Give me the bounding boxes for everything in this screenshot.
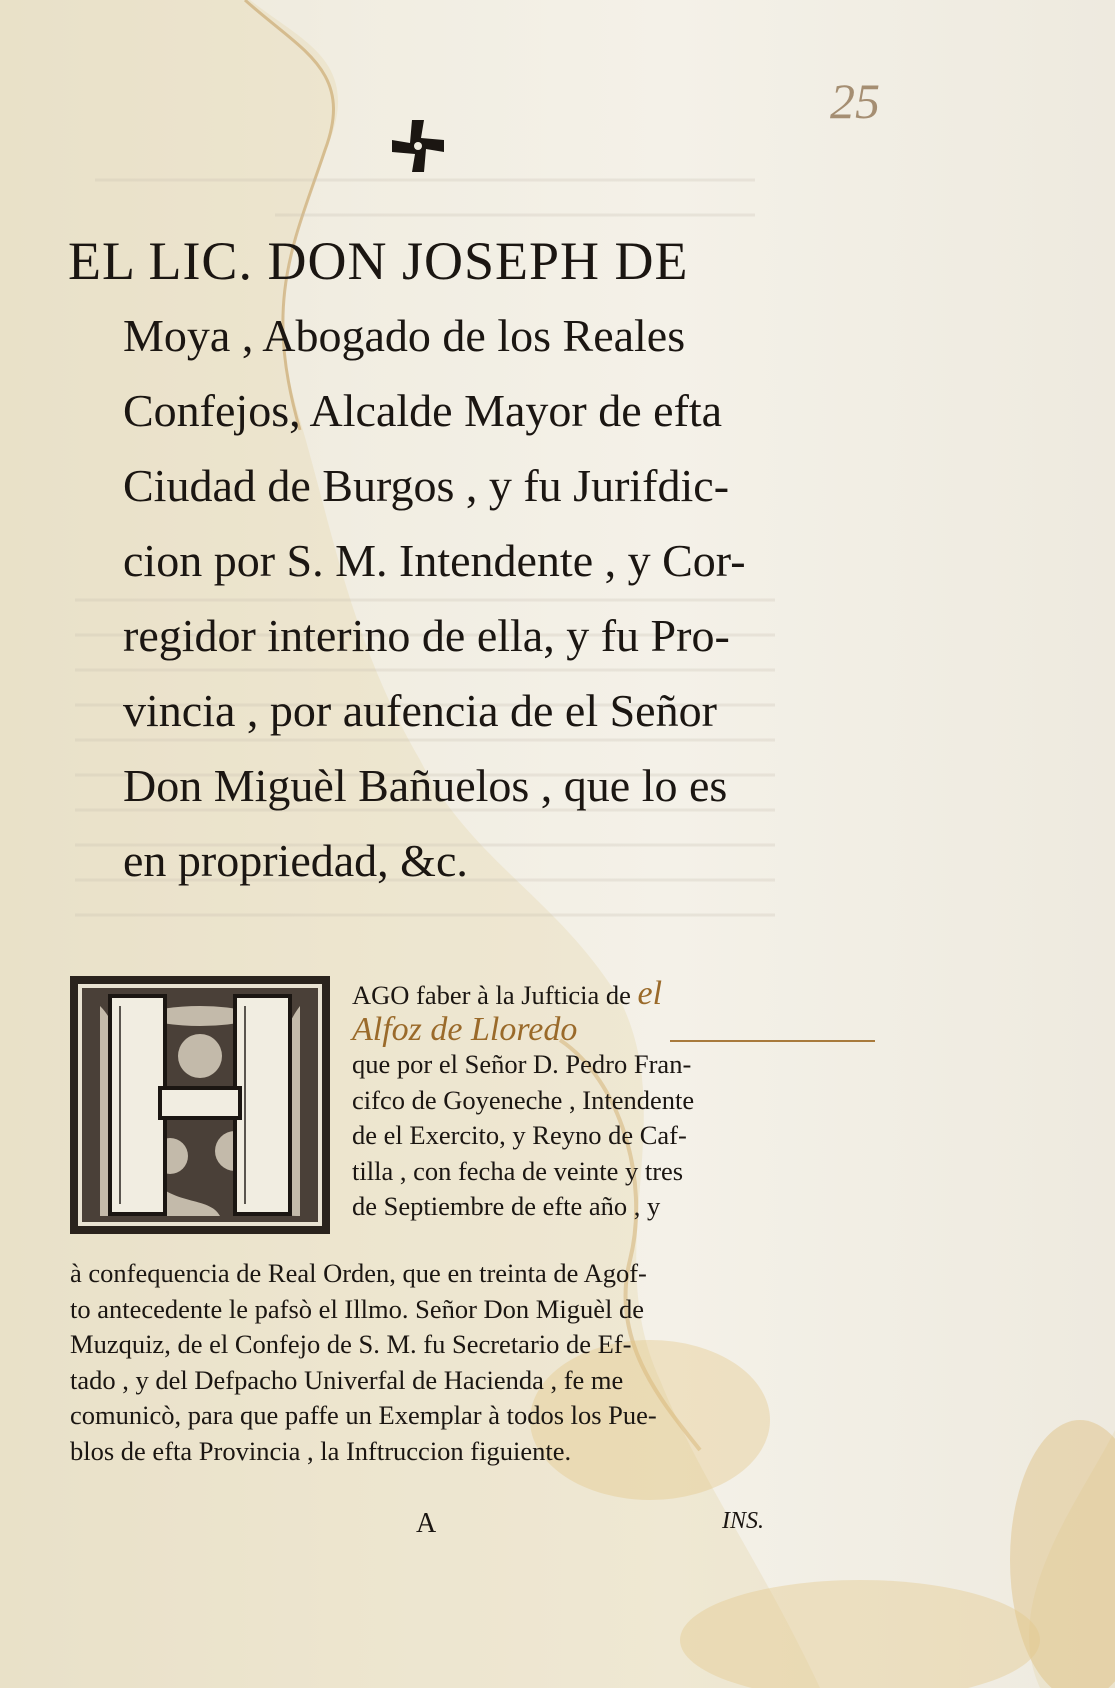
heading-line: en propriedad, &c. — [123, 835, 468, 886]
drop-cap-woodcut — [70, 976, 330, 1234]
heading-line: regidor interino de ella, y fu Pro- — [123, 610, 730, 661]
cross-ornament-icon — [392, 120, 444, 172]
body-line: que por el Señor D. Pedro Fran- — [352, 1049, 692, 1079]
body-line: Muzquiz, de el Confejo de S. M. fu Secretario de Ef- — [70, 1329, 632, 1359]
body-line: à confequencia de Real Orden, que en treinta de Agof- — [70, 1258, 647, 1288]
body-line: AGO faber à la Jufticia de el — [352, 975, 663, 1012]
body-text-full — [70, 1256, 782, 1469]
heading-line: vincia , por aufencia de el Señor — [123, 685, 717, 736]
body-line: comunicò, para que paffe un Exemplar à todos los Pue- — [70, 1400, 657, 1430]
body-line: tado , y del Defpacho Univerfal de Hacienda , fe me — [70, 1364, 624, 1395]
body-text-beside-cap — [352, 976, 782, 1225]
body-line: de Septiembre de efte año , y — [352, 1191, 661, 1221]
heading-line: Moya , Abogado de los Reales — [123, 310, 686, 361]
body-line: tilla , con fecha de veinte y tres — [352, 1155, 684, 1186]
body-line: de el Exercito, y Reyno de Caf- — [352, 1120, 687, 1150]
heading-line: EL LIC. DON JOSEPH DE — [68, 231, 689, 291]
body-line: to antecedente le pafsò el Illmo. Señor Don Miguèl de — [70, 1293, 644, 1324]
signature-mark: A — [416, 1508, 437, 1539]
handwritten-place-name: Alfoz de Lloredo — [352, 1010, 578, 1048]
handwritten-insert: el — [637, 975, 663, 1012]
handwritten-underline — [670, 1040, 875, 1042]
folio-number: 25 — [830, 73, 880, 129]
body-line: blos de efta Provincia , la Inftruccion figuiente. — [70, 1435, 572, 1466]
heading-block — [68, 230, 778, 898]
heading-line: Ciudad de Burgos , y fu Jurifdic- — [123, 460, 730, 511]
heading-line: Confejos, Alcalde Mayor de efta — [123, 385, 723, 436]
heading-line: cion por S. M. Intendente , y Cor- — [123, 535, 746, 586]
catchword: INS. — [722, 1508, 764, 1534]
body-line: cifco de Goyeneche , Intendente — [352, 1084, 695, 1115]
heading-line: Don Miguèl Bañuelos , que lo es — [123, 760, 728, 811]
